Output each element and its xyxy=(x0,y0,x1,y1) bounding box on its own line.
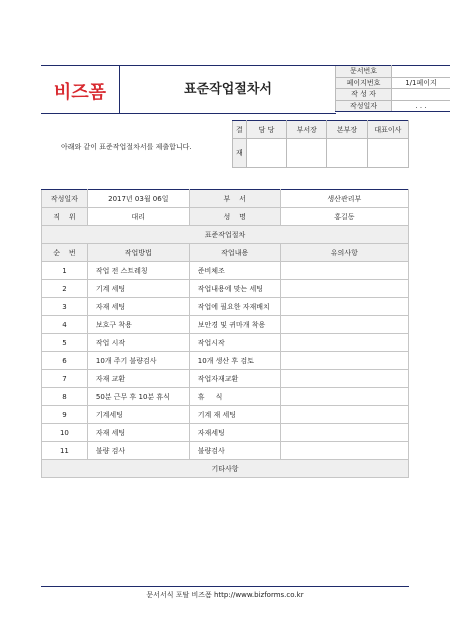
step-note[interactable] xyxy=(280,298,408,316)
procedure-form xyxy=(41,189,409,552)
step-method[interactable]: 50분 근무 후 10분 휴식 xyxy=(87,388,189,406)
step-number: 8 xyxy=(42,388,88,406)
step-method[interactable]: 작업 전 스트레칭 xyxy=(87,262,189,280)
step-content[interactable]: 작업자재교환 xyxy=(189,370,280,388)
section-title-row xyxy=(42,226,409,244)
document-header xyxy=(41,65,437,112)
submission-text: 아래와 같이 표준작업절차서를 제출합니다. xyxy=(61,143,192,151)
meta-value[interactable]: . . . xyxy=(392,100,450,112)
step-number: 1 xyxy=(42,262,88,280)
step-method[interactable]: 기계세팅 xyxy=(87,406,189,424)
step-note[interactable] xyxy=(280,334,408,352)
position-label: 직 위 xyxy=(42,208,88,226)
remarks-body-row xyxy=(42,478,409,553)
position-value[interactable]: 대리 xyxy=(87,208,189,226)
step-number: 10 xyxy=(42,424,88,442)
approval-label-top: 결 xyxy=(233,121,247,139)
step-content[interactable]: 자재세팅 xyxy=(189,424,280,442)
step-note[interactable] xyxy=(280,388,408,406)
step-number: 6 xyxy=(42,352,88,370)
approval-sign-dept-head[interactable] xyxy=(287,139,327,168)
step-number: 2 xyxy=(42,280,88,298)
meta-row xyxy=(336,66,450,78)
dept-value[interactable]: 생산관리부 xyxy=(280,190,408,208)
date-value[interactable]: 2017년 03월 06일 xyxy=(87,190,189,208)
meta-row xyxy=(336,100,450,112)
document-title: 표준작업절차서 xyxy=(119,65,336,114)
step-content[interactable]: 작업에 필요한 자재배치 xyxy=(189,298,280,316)
step-note[interactable] xyxy=(280,352,408,370)
name-value[interactable]: 홍길동 xyxy=(280,208,408,226)
step-note[interactable] xyxy=(280,262,408,280)
step-method[interactable]: 10개 주기 불량검사 xyxy=(87,352,189,370)
approval-label-bottom: 재 xyxy=(233,139,247,168)
step-note[interactable] xyxy=(280,370,408,388)
step-note[interactable] xyxy=(280,442,408,460)
table-row xyxy=(42,406,409,424)
table-row xyxy=(42,334,409,352)
step-number: 4 xyxy=(42,316,88,334)
step-number: 5 xyxy=(42,334,88,352)
step-note[interactable] xyxy=(280,280,408,298)
step-number: 3 xyxy=(42,298,88,316)
step-note[interactable] xyxy=(280,406,408,424)
logo-cell xyxy=(41,65,119,114)
meta-label: 문서번호 xyxy=(336,66,392,78)
step-method[interactable]: 기계 세팅 xyxy=(87,280,189,298)
meta-value[interactable]: 1/1페이지 xyxy=(392,77,450,89)
column-header-note: 유의사항 xyxy=(280,244,408,262)
step-method[interactable]: 자재 교환 xyxy=(87,370,189,388)
table-row xyxy=(42,262,409,280)
date-label: 작성일자 xyxy=(42,190,88,208)
footer-text: 문서서식 포탈 비즈폼 http://www.bizforms.co.kr xyxy=(146,591,304,599)
step-content[interactable]: 휴 식 xyxy=(189,388,280,406)
column-header-no: 순 번 xyxy=(42,244,88,262)
step-note[interactable] xyxy=(280,316,408,334)
brand-logo: 비즈폼 xyxy=(53,82,107,103)
meta-label: 작 성 자 xyxy=(336,89,392,101)
step-content[interactable]: 불량검사 xyxy=(189,442,280,460)
table-row xyxy=(42,298,409,316)
step-method[interactable]: 보호구 착용 xyxy=(87,316,189,334)
table-row xyxy=(42,280,409,298)
step-content[interactable]: 기계 재 세팅 xyxy=(189,406,280,424)
table-row xyxy=(42,316,409,334)
table-row xyxy=(42,370,409,388)
step-content[interactable]: 작업시작 xyxy=(189,334,280,352)
info-row xyxy=(42,208,409,226)
approval-sign-staff[interactable] xyxy=(246,139,286,168)
column-header-content: 작업내용 xyxy=(189,244,280,262)
meta-value[interactable] xyxy=(392,66,450,78)
table-row xyxy=(42,388,409,406)
footer-divider xyxy=(41,586,409,587)
step-number: 7 xyxy=(42,370,88,388)
step-method[interactable]: 자재 세팅 xyxy=(87,298,189,316)
table-row xyxy=(42,424,409,442)
approval-role-ceo: 대표이사 xyxy=(367,121,408,139)
procedure-section-title: 표준작업절차 xyxy=(42,226,409,244)
name-label: 성 명 xyxy=(189,208,280,226)
approval-box xyxy=(232,120,409,168)
table-row xyxy=(42,352,409,370)
meta-row xyxy=(336,77,450,89)
step-content[interactable]: 작업내용에 맞는 세팅 xyxy=(189,280,280,298)
remarks-title-row xyxy=(42,460,409,478)
approval-role-dept-head: 부서장 xyxy=(287,121,327,139)
column-header-method: 작업방법 xyxy=(87,244,189,262)
step-number: 11 xyxy=(42,442,88,460)
step-content[interactable]: 보안경 및 귀마개 착용 xyxy=(189,316,280,334)
step-note[interactable] xyxy=(280,424,408,442)
step-method[interactable]: 자재 세팅 xyxy=(87,424,189,442)
table-header-row xyxy=(42,244,409,262)
document-meta xyxy=(335,65,437,112)
remarks-title: 기타사항 xyxy=(42,460,409,478)
dept-label: 부 서 xyxy=(189,190,280,208)
approval-sign-division-head[interactable] xyxy=(327,139,367,168)
step-content[interactable]: 준비체조 xyxy=(189,262,280,280)
step-number: 9 xyxy=(42,406,88,424)
approval-sign-ceo[interactable] xyxy=(367,139,408,168)
meta-value[interactable] xyxy=(392,89,450,101)
info-row xyxy=(42,190,409,208)
remarks-body[interactable] xyxy=(42,478,409,553)
meta-label: 페이지번호 xyxy=(336,77,392,89)
step-method[interactable]: 불량 검사 xyxy=(87,442,189,460)
approval-role-staff: 담 당 xyxy=(246,121,286,139)
meta-label: 작성일자 xyxy=(336,100,392,112)
submission-block xyxy=(41,120,409,168)
approval-role-division-head: 본부장 xyxy=(327,121,367,139)
table-row xyxy=(42,442,409,460)
meta-row xyxy=(336,89,450,101)
step-method[interactable]: 작업 시작 xyxy=(87,334,189,352)
step-content[interactable]: 10개 생산 후 검토 xyxy=(189,352,280,370)
